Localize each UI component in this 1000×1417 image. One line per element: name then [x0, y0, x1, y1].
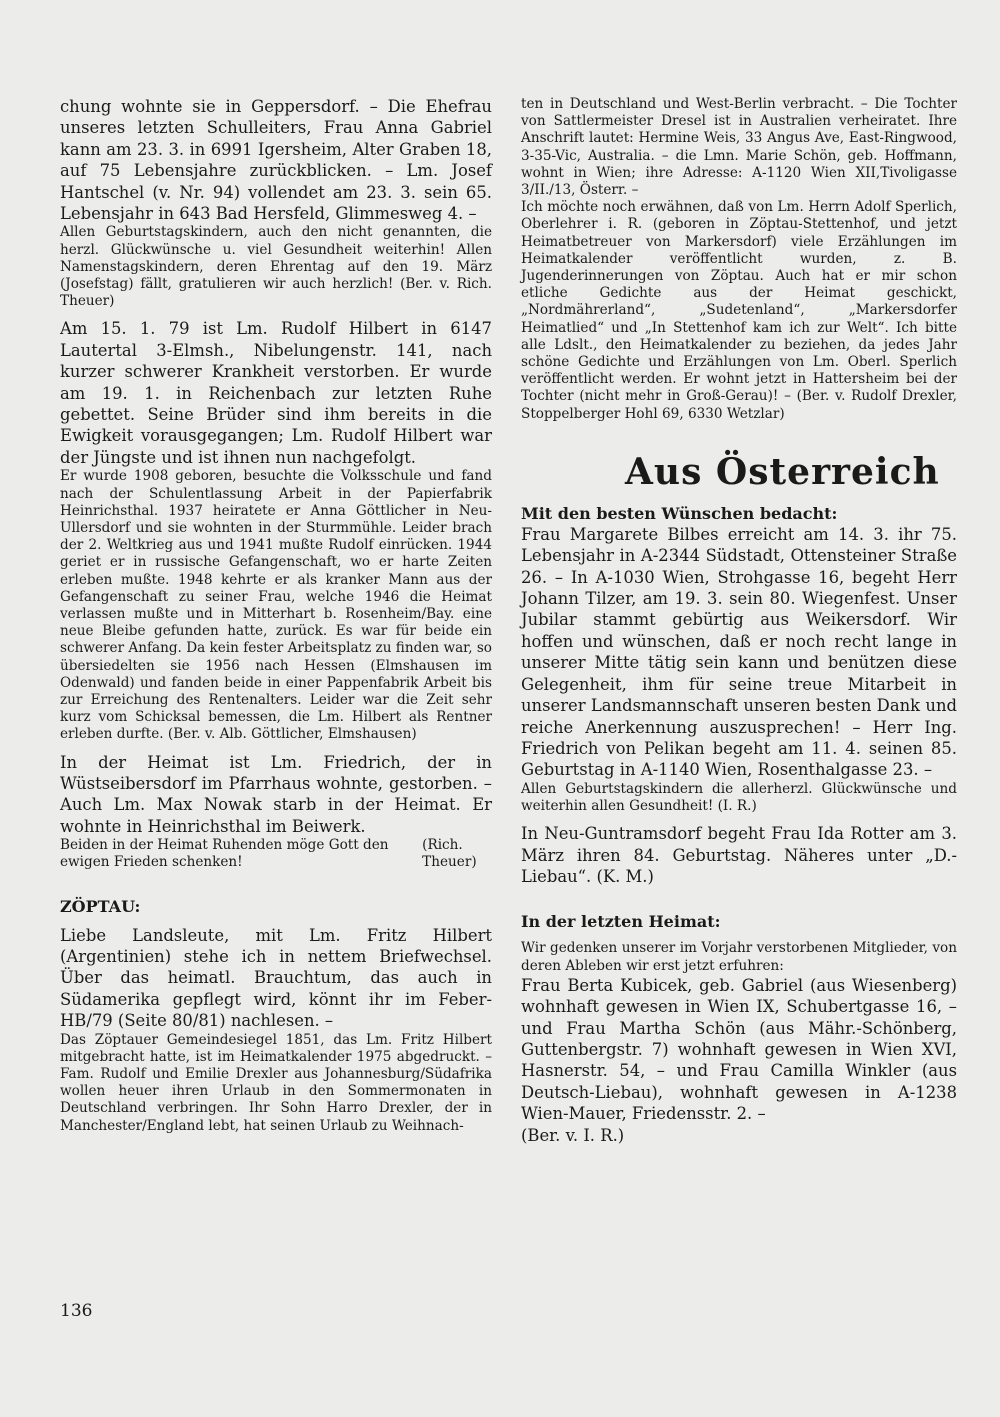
- paragraph-homeland-deaths: In der Heimat ist Lm. Friedrich, der in Wüstseibersdorf im Pfarrhaus wohnte, gestorben. – Auch Lm. Max Nowak starb in der Heimat. Er wohnte in Heinrichsthal im Beiwerk.: [60, 752, 492, 836]
- paragraph-australia-address: ten in Deutschland und West-Berlin verbracht. – Die Tochter von Sattlermeister Dresel ist in Australien verheiratet. Ihre Anschrift lautet: Hermine Weis, 33 Angus Ave, East-Ringwood, 3-35-Vic, Australia. – die Lmn. Marie Schön, geb. Hoffmann, wohnt in Wien; ihre Adresse: A-1120 Wien XII,Tivoligasse 3/II./13, Österr. –: [521, 96, 957, 199]
- right-column: [521, 96, 957, 1146]
- paragraph-sperlich: Ich möchte noch erwähnen, daß von Lm. Herrn Adolf Sperlich, Oberlehrer i. R. (geboren in Zöptau-Stettenhof, und jetzt Heimatbetreuer von Markersdorf) viele Erzählungen im Heimatkalender veröffentlicht wurden, z. B. Jugenderinnerungen von Zöptau. Auch hat er mir schon etliche Gedichte aus der Heimat geschickt, „Nordmährerland“, „Sudetenland“, „Markersdorfer Heimatlied“ und „In Stettenhof kam ich zur Welt“. Ich bitte alle Ldslt., den Heimatkalender zu beziehen, da jedes Jahr schöne Gedichte und Erzählungen von Lm. Oberl. Sperlich veröffentlicht werden. Er wohnt jetzt in Hattersheim bei der Tochter (nicht mehr in Groß-Gerau)! – (Ber. v. Rudolf Drexler, Stoppelberger Hohl 69, 6330 Wetzlar): [521, 199, 957, 422]
- subheading-best-wishes: Mit den besten Wünschen bedacht:: [521, 503, 838, 523]
- paragraph-austria-wishes: Allen Geburtstagskindern die allerherzl. Glückwünsche und weiterhin allen Gesundheit! (I. R.): [521, 780, 957, 814]
- subheading-last-homeland: In der letzten Heimat:: [521, 912, 721, 932]
- paragraph-austria-birthdays: Frau Margarete Bilbes erreicht am 14. 3. ihr 75. Lebensjahr in A-2344 Südstadt, Ottensteiner Straße 26. – In A-1030 Wien, Strohgasse 16, begeht Herr Johann Tilzer, am 19. 3. sein 80. Wiegenfest. Unser Jubilar stammt gebürtig aus Weikersdorf. Wir hoffen und wünschen, daß er noch recht lange in unserer Mitte tätig sein kann und benützen diese Gelegenheit, ihm für seine treue Mitarbeit in unserer Landsmannschaft unseren besten Dank und reiche Anerkennung auszusprechen! – Herr Ing. Friedrich von Pelikan begeht am 11. 4. seinen 85. Geburtstag in A-1140 Wien, Rosenthalgasse 23. –: [521, 524, 957, 780]
- blessing-line: [60, 837, 492, 871]
- section-heading-zoeptau: ZÖPTAU:: [60, 896, 141, 916]
- paragraph-hilbert-biography: Er wurde 1908 geboren, besuchte die Volksschule und fand nach der Schulentlassung Arbeit in der Papierfabrik Heinrichsthal. 1937 heiratete er Anna Göttlicher in Neu-Ullersdorf und sie wohnten in der Sturmmühle. Leider brach der 2. Weltkrieg aus und 1941 mußte Rudolf einrücken. 1944 geriet er in russische Gefangenschaft, wo er harte Zeiten erleben mußte. 1948 kehrte er als kranker Mann aus der Gefangenschaft zu seiner Frau, welche 1946 die Heimat verlassen mußte und in Mitterhart b. Rosenheim/Bay. eine neue Bleibe gefunden hatte, zurück. Es war für beide ein schwerer Anfang. Da kein fester Arbeitsplatz zu finden war, so übersiedelten sie 1956 nach Hessen (Elmshausen im Odenwald) und fanden beide in einer Pappenfabrik Arbeit bis zur Erreichung des Rentenalters. Leider war die Zeit sehr kurz vom Schicksal bemessen, die Lm. Hilbert als Rentner erleben durfte. (Ber. v. Alb. Göttlicher, Elmshausen): [60, 468, 492, 743]
- paragraph-zoeptau-seal: Das Zöptauer Gemeindesiegel 1851, das Lm. Fritz Hilbert mitgebracht hatte, ist im Heimatkalender 1975 abgedruckt. – Fam. Rudolf und Emilie Drexler aus Johannesburg/Südafrika wollen heuer ihren Urlaub in den Sommermonaten in Deutschland verbringen. Ihr Sohn Harro Drexler, der in Manchester/England lebt, hat seinen Urlaub zu Weihnach-: [60, 1031, 492, 1134]
- page-number: 136: [60, 1301, 93, 1321]
- blessing-text: Beiden in der Heimat Ruhenden möge Gott den ewigen Frieden schenken!: [60, 837, 389, 871]
- paragraph-zoeptau-letter: Liebe Landsleute, mit Lm. Fritz Hilbert (Argentinien) stehe ich in nettem Briefwechsel. Über das heimatl. Brauchtum, das auch in Südamerika gepflegt wird, könnt ihr im Feber-HB/79 (Seite 80/81) nachlesen. –: [60, 925, 492, 1031]
- paragraph-rotter: In Neu-Guntramsdorf begeht Frau Ida Rotter am 3. März ihren 84. Geburtstag. Näheres unter „D.-Liebau“. (K. M.): [521, 824, 957, 886]
- paragraph-remembrance-intro: Wir gedenken unserer im Vorjahr verstorbenen Mitglieder, von deren Ableben wir erst jetzt erfuhren:: [521, 940, 957, 974]
- paragraph-deceased-members: Frau Berta Kubicek, geb. Gabriel (aus Wiesenberg) wohnhaft gewesen in Wien IX, Schubertgasse 16, – und Frau Martha Schön (aus Mähr.-Schönberg, Guttenbergstr. 7) wohnhaft gewesen in Wien XVI, Hasnerstr. 54, – und Frau Camilla Winkler (aus Deutsch-Liebau), wohnhaft gewesen in A-1238 Wien-Mauer, Friedensstr. 2. –: [521, 975, 957, 1124]
- left-column: [60, 96, 492, 1135]
- blessing-signature: (Rich. Theuer): [422, 837, 477, 871]
- heading-aus-oesterreich: Aus Österreich: [625, 450, 940, 493]
- paragraph-birthdays-1: chung wohnte sie in Geppersdorf. – Die Ehefrau unseres letzten Schulleiters, Frau Anna Gabriel kann am 23. 3. in 6991 Igersheim, Alter Graben 18, auf 75 Lebensjahre zurückblicken. – Lm. Josef Hantschel (v. Nr. 94) vollendet am 23. 3. sein 65. Lebensjahr in 643 Bad Hersfeld, Glimmesweg 4. –: [60, 97, 492, 224]
- paragraph-obituary-hilbert: Am 15. 1. 79 ist Lm. Rudolf Hilbert in 6147 Lautertal 3-Elmsh., Nibelungenstr. 141, nach kurzer schwerer Krankheit verstorben. Er wurde am 19. 1. in Reichenbach zur letzten Ruhe gebettet. Seine Brüder sind ihm bereits in die Ewigkeit vorausgegangen; Lm. Rudolf Hilbert war der Jüngste und ist ihnen nun nachgefolgt.: [60, 319, 492, 467]
- paragraph-birthday-wishes: Allen Geburtstagskindern, auch den nicht genannten, die herzl. Glückwünsche u. viel Gesundheit weiterhin! Allen Namenstagskindern, deren Ehrentag auf den 19. März (Josefstag) fällt, gratulieren wir auch herzlich! (Ber. v. Rich. Theuer): [60, 224, 492, 310]
- paragraph-report-signature: (Ber. v. I. R.): [521, 1125, 625, 1145]
